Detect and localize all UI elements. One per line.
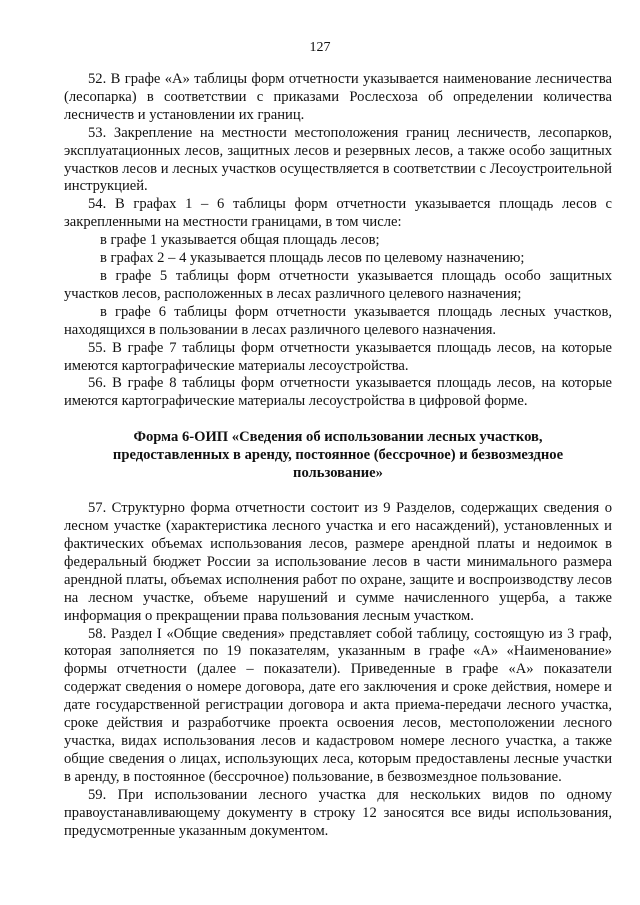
paragraph-52: 52. В графе «А» таблицы форм отчетности указывается наименование лесничества (лесопарка) в соответствии с приказами Рослесхоза об определении количества лесничеств и установлении их границ. <box>64 71 612 123</box>
paragraph-56: 56. В графе 8 таблицы форм отчетности указывается площадь лесов, на которые имеются картографические материалы лесоустройства в цифровой форме. <box>64 375 612 410</box>
sub-item-column-6: в графе 6 таблицы форм отчетности указывается площадь лесных участков, находящихся в пользовании в лесах различного целевого назначения. <box>64 303 612 338</box>
sub-item-column-1: в графе 1 указывается общая площадь лесов; <box>100 232 380 249</box>
page-number: 127 <box>309 40 331 55</box>
section-heading: Форма 6-ОИП «Сведения об использовании лесных участков, предоставленных в аренду, постоянное (бессрочное) и безвозмездное пользование» <box>112 429 564 482</box>
document-body <box>64 71 612 840</box>
paragraph-57: 57. Структурно форма отчетности состоит из 9 Разделов, содержащих сведения о лесном участке (характеристика лесного участка и его насаждений), установленных и фактических объемах использования лесов, размере арендной платы и недоимок в федеральный бюджет России за использование лесов в части минимального размера арендной платы, объемах исполнения работ по охране, защите и воспроизводству лесов на лесном участке, объеме нарушений и сумме начисленного ущерба, а также информация о прекращении права пользования лесным участком. <box>64 500 612 624</box>
paragraph-54: 54. В графах 1 – 6 таблицы форм отчетности указывается площадь лесов с закрепленными на местности границами, в том числе: <box>64 196 612 231</box>
paragraph-53: 53. Закрепление на местности местоположения границ лесничеств, лесопарков, эксплуатационных лесов, защитных лесов и резервных лесов, а также особо защитных участков лесов и лесных участков осуществляется в соответствии с Лесоустроительной инструкцией. <box>64 124 612 195</box>
paragraph-55: 55. В графе 7 таблицы форм отчетности указывается площадь лесов, на которые имеются картографические материалы лесоустройства. <box>64 339 612 374</box>
sub-item-column-5: в графе 5 таблицы форм отчетности указывается площадь особо защитных участков лесов, расположенных в лесах различного целевого назначения; <box>64 267 612 302</box>
paragraph-58: 58. Раздел I «Общие сведения» представляет собой таблицу, состоящую из 3 граф, которая заполняется по 19 показателям, указанным в графе «А» «Наименование» формы отчетности (далее – показатели). Приведенные в графе «А» показатели содержат сведения о номере договора, дате его заключения и сроке действия, номере и дате государственной регистрации договора и акта приема-передачи лесного участка, сроке действия и разработчике проекта освоения лесов, местоположении лесного участка, видах использования лесов и кадастровом номере лесного участка, а также общие сведения о лицах, использующих леса, которым предоставлены лесные участки в аренду, в постоянное (бессрочное) пользование, в безвозмездное пользование. <box>64 625 612 785</box>
sub-item-columns-2-4: в графах 2 – 4 указывается площадь лесов по целевому назначению; <box>100 250 525 267</box>
paragraph-59: 59. При использовании лесного участка для нескольких видов по одному правоустанавливающему документу в строку 12 заносятся все виды использования, предусмотренные указанным документом. <box>64 786 612 839</box>
